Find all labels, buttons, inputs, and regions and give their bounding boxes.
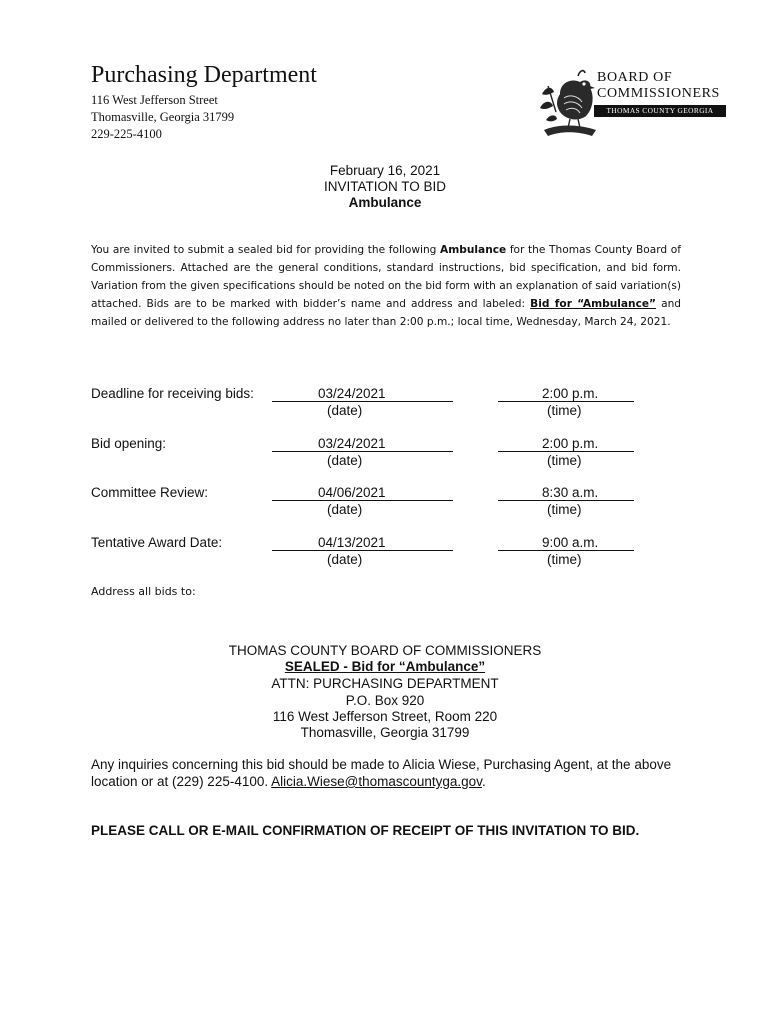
- department-title: Purchasing Department: [91, 62, 317, 88]
- schedule-row-deadline: [0, 386, 770, 422]
- address-line-city: Thomasville, Georgia 31799: [300, 725, 470, 740]
- schedule-label: Deadline for receiving bids:: [91, 386, 254, 401]
- schedule-date-field: [272, 386, 453, 402]
- schedule-date: 04/06/2021: [318, 485, 386, 500]
- quail-emblem-icon: [538, 64, 600, 138]
- board-logo: [538, 64, 728, 140]
- confirmation-notice: PLEASE CALL OR E-MAIL CONFIRMATION OF RECEIPT OF THIS INVITATION TO BID.: [91, 823, 640, 838]
- logo-text-board: BOARD OF: [597, 70, 673, 85]
- intro-bid-label: Bid for “Ambulance”: [530, 298, 657, 310]
- schedule-time-field: [498, 535, 634, 551]
- inquiry-end: .: [481, 774, 486, 789]
- department-city: Thomasville, Georgia 31799: [91, 110, 235, 124]
- intro-paragraph: [91, 241, 681, 331]
- schedule-row-committee-review: [0, 485, 770, 521]
- schedule-time: 2:00 p.m.: [542, 386, 599, 401]
- bid-subject: Ambulance: [348, 195, 422, 210]
- inquiry-text: Any inquiries concerning this bid should be made to Alicia Wiese, Purchasing Agent, at the above location or at (229) 225-4100.: [91, 757, 672, 789]
- time-caption: (time): [547, 502, 582, 517]
- date-caption: (date): [327, 502, 363, 517]
- schedule-time: 9:00 a.m.: [542, 535, 599, 550]
- schedule-label: Bid opening:: [91, 436, 167, 451]
- schedule-time-field: [498, 485, 634, 501]
- document-title: INVITATION TO BID: [323, 179, 446, 194]
- letter-date: February 16, 2021: [329, 163, 441, 178]
- department-street: 116 West Jefferson Street: [91, 93, 218, 107]
- date-caption: (date): [327, 552, 363, 567]
- contact-email-link[interactable]: Alicia.Wiese@thomascountyga.gov: [271, 774, 482, 789]
- address-line-po-box: P.O. Box 920: [345, 693, 425, 708]
- intro-text-2: for the Thomas County Board of Commissioners. Attached are the general conditions, standard instructions, bid specification, and bid form. Variation from the given specifications should be noted on the bid form with an explanation of said variation(s) attached. Bids are to be marked with bidder’s name and address and labeled:: [91, 244, 682, 310]
- intro-text-3: and mailed or delivered to the following address no later than 2:00 p.m.; local time, Wednesday, March 24, 2021.: [91, 298, 682, 328]
- schedule-time: 8:30 a.m.: [542, 485, 599, 500]
- time-caption: (time): [547, 552, 582, 567]
- inquiry-paragraph: [91, 756, 691, 790]
- logo-band-county: THOMAS COUNTY GEORGIA: [594, 105, 726, 117]
- address-line-street: 116 West Jefferson Street, Room 220: [272, 709, 498, 724]
- schedule-date: 03/24/2021: [318, 436, 386, 451]
- address-intro: Address all bids to:: [91, 585, 196, 598]
- intro-item: Ambulance: [440, 244, 507, 256]
- schedule-time-field: [498, 386, 634, 402]
- department-phone: 229-225-4100: [91, 127, 162, 141]
- schedule-date-field: [272, 485, 453, 501]
- schedule-date: 04/13/2021: [318, 535, 386, 550]
- schedule-time: 2:00 p.m.: [542, 436, 599, 451]
- intro-text-1: You are invited to submit a sealed bid for providing the following: [91, 244, 441, 256]
- schedule-row-bid-opening: [0, 436, 770, 472]
- schedule-label: Tentative Award Date:: [91, 535, 223, 550]
- schedule-date: 03/24/2021: [318, 386, 386, 401]
- address-line-board: THOMAS COUNTY BOARD OF COMMISSIONERS: [228, 643, 542, 658]
- date-caption: (date): [327, 453, 363, 468]
- schedule-time-field: [498, 436, 634, 452]
- schedule-date-field: [272, 535, 453, 551]
- schedule-label: Committee Review:: [91, 485, 209, 500]
- schedule-row-award-date: [0, 535, 770, 571]
- address-line-sealed: SEALED - Bid for “Ambulance”: [284, 659, 486, 674]
- schedule-date-field: [272, 436, 453, 452]
- date-caption: (date): [327, 403, 363, 418]
- logo-text-commissioners: COMMISSIONERS: [597, 86, 720, 101]
- time-caption: (time): [547, 403, 582, 418]
- time-caption: (time): [547, 453, 582, 468]
- address-line-attn: ATTN: PURCHASING DEPARTMENT: [271, 676, 499, 691]
